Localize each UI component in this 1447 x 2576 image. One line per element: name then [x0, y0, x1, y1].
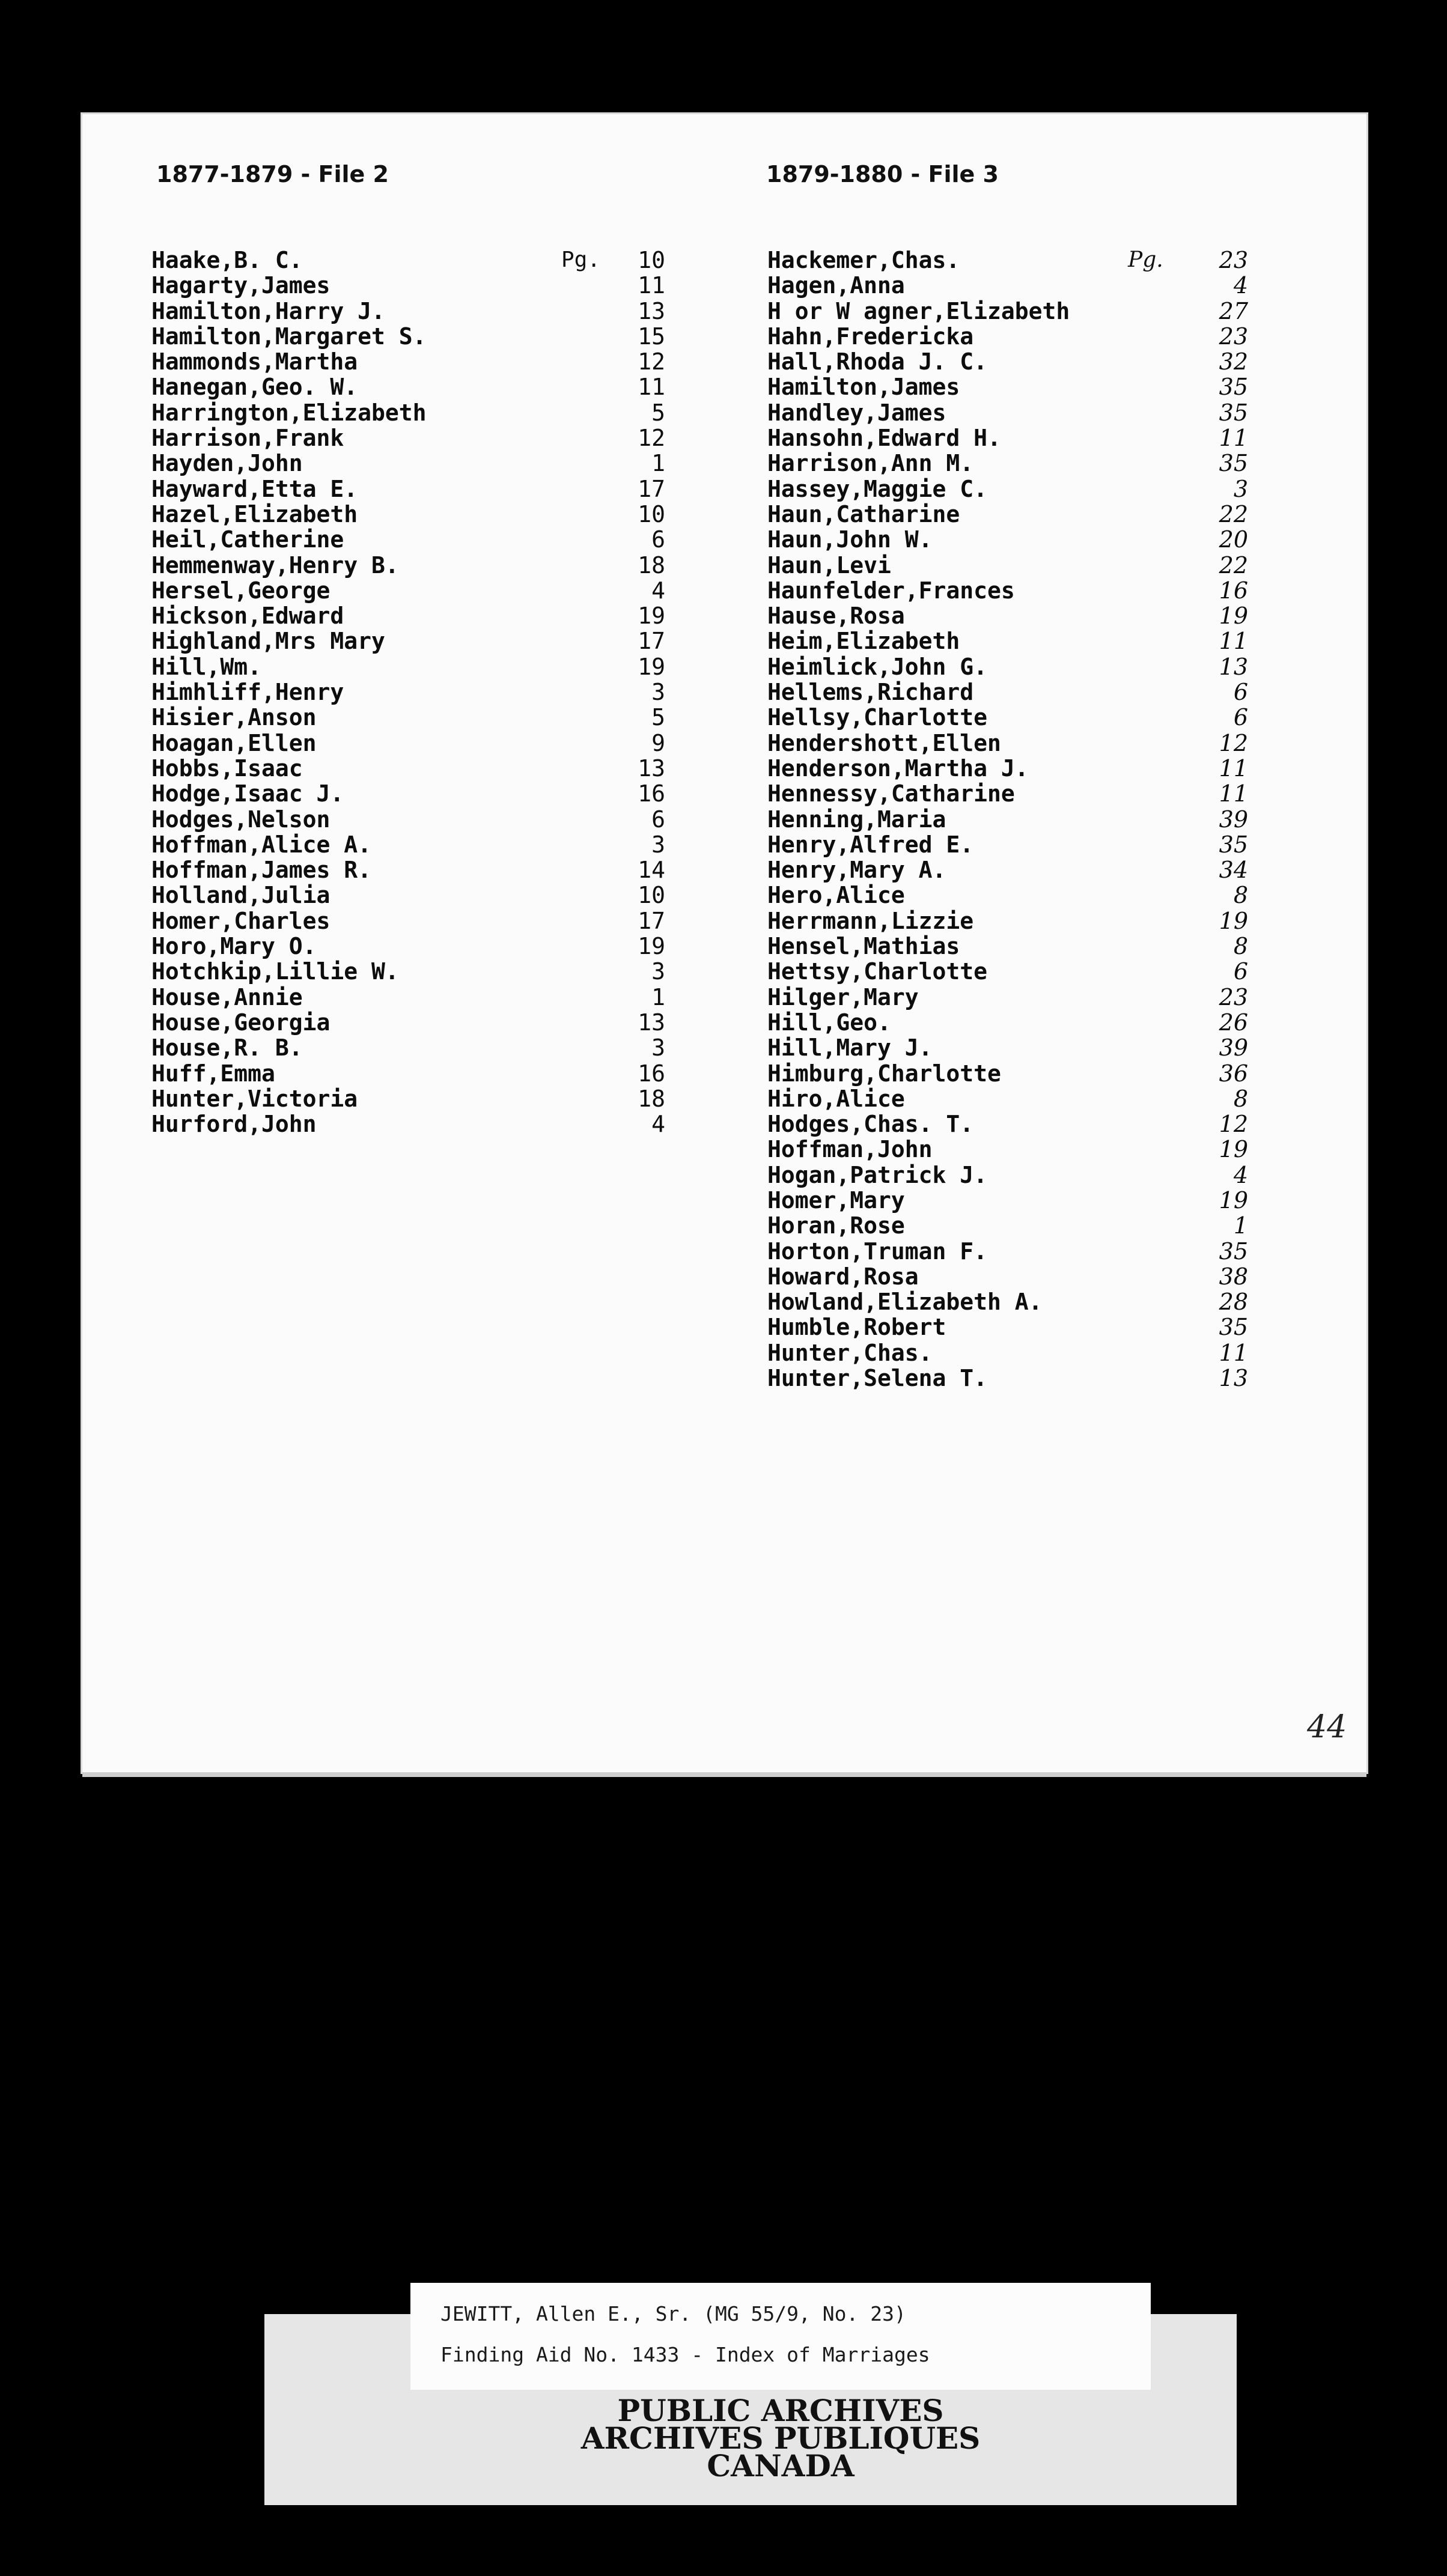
entry-name: Hansohn,Edward H. [767, 425, 1001, 452]
entry-name: Hill,Wm. [151, 653, 262, 680]
index-entry [151, 731, 680, 756]
entry-name: Hodges,Chas. T. [767, 1111, 974, 1138]
index-entry [767, 1238, 1248, 1265]
entry-page-number: 8 [1233, 1085, 1248, 1112]
entry-page-number: 17 [638, 907, 665, 934]
entry-page-number: 10 [638, 247, 665, 273]
entry-name: Haunfelder,Frances [767, 577, 1015, 604]
entry-name: Himhliff,Henry [151, 679, 344, 706]
entry-name: House,R. B. [151, 1034, 303, 1062]
entry-name: Horton,Truman F. [767, 1238, 988, 1265]
entry-page-number: 19 [1219, 907, 1248, 934]
index-entry [767, 831, 1248, 858]
entry-name: Horo,Mary O. [151, 933, 317, 960]
index-entry [151, 248, 680, 273]
entry-page-number: 13 [638, 1009, 665, 1036]
entry-page-number: 12 [638, 425, 665, 452]
entry-name: Hamilton,James [767, 374, 960, 401]
index-entry [151, 349, 680, 374]
entry-page-number: 16 [1219, 577, 1248, 604]
entry-page-number: 4 [651, 577, 665, 604]
entry-page-number: 38 [1219, 1263, 1248, 1290]
index-entry [151, 959, 680, 984]
index-entry [767, 1136, 1248, 1163]
finding-aid-line: Finding Aid No. 1433 - Index of Marriages [440, 2343, 930, 2366]
entry-page-number: 27 [1219, 297, 1248, 324]
entry-name: Humble,Robert [767, 1314, 946, 1341]
entry-name: Hensel,Mathias [767, 933, 960, 960]
index-entry [767, 679, 1248, 706]
index-entry [151, 1086, 680, 1111]
entry-name: Hodge,Isaac J. [151, 780, 344, 807]
entry-name: Hiro,Alice [767, 1085, 905, 1112]
right-index-column [767, 247, 1248, 1392]
entry-name: Himburg,Charlotte [767, 1060, 1001, 1087]
entry-page-number: 3 [651, 679, 665, 706]
entry-page-number: 19 [638, 933, 665, 960]
index-entry [767, 1339, 1248, 1366]
index-entry [767, 628, 1248, 655]
entry-page-number: 15 [638, 323, 665, 350]
entry-name: Hamilton,Harry J. [151, 297, 385, 324]
entry-page-number: 35 [1219, 831, 1248, 858]
index-entry [767, 704, 1248, 731]
entry-page-number: 22 [1219, 551, 1248, 579]
entry-page-number: 6 [1233, 679, 1248, 706]
entry-page-number: 3 [1233, 475, 1248, 502]
index-entry [767, 450, 1248, 477]
index-entry [151, 857, 680, 882]
index-entry [151, 756, 680, 781]
entry-name: Hotchkip,Lillie W. [151, 958, 399, 985]
entry-page-number: 11 [1219, 1339, 1248, 1366]
entry-name: Huff,Emma [151, 1060, 275, 1087]
entry-name: Hackemer,Chas. [767, 247, 960, 273]
entry-name: Handley,James [767, 399, 946, 426]
entry-page-number: 3 [651, 1034, 665, 1062]
index-entry [767, 247, 1248, 273]
entry-page-number: 17 [638, 628, 665, 655]
entry-name: Hassey,Maggie C. [767, 475, 988, 502]
entry-name: Hilger,Mary [767, 983, 919, 1010]
public-archives-stamp [410, 2393, 1151, 2483]
entry-name: Henry,Mary A. [767, 857, 946, 884]
index-entry [767, 374, 1248, 401]
entry-name: Heimlick,John G. [767, 653, 988, 680]
archive-reference-line: JEWITT, Allen E., Sr. (MG 55/9, No. 23) [440, 2302, 906, 2325]
entry-page-number: 26 [1219, 1009, 1248, 1036]
entry-name: Howland,Elizabeth A. [767, 1289, 1043, 1316]
index-entry [151, 1010, 680, 1035]
entry-name: Hendershott,Ellen [767, 729, 1001, 756]
entry-name: Hettsy,Charlotte [767, 958, 988, 985]
entry-name: Henderson,Martha J. [767, 755, 1029, 782]
entry-name: Harrison,Frank [151, 425, 344, 452]
entry-page-number: 8 [1233, 933, 1248, 960]
index-entry [151, 934, 680, 959]
entry-name: Hellems,Richard [767, 679, 974, 706]
entry-page-number: 32 [1219, 348, 1248, 375]
entry-page-number: 1 [651, 983, 665, 1010]
index-entry [767, 323, 1248, 350]
entry-name: Haake,B. C. [151, 247, 303, 273]
entry-name: House,Annie [151, 983, 303, 1010]
entry-name: Homer,Charles [151, 907, 331, 934]
entry-name: Hagarty,James [151, 272, 331, 299]
index-entry [767, 806, 1248, 833]
index-entry [767, 983, 1248, 1010]
entry-page-number: 23 [1219, 247, 1248, 273]
entry-name: Horan,Rose [767, 1212, 905, 1239]
entry-name: Hodges,Nelson [151, 806, 331, 833]
archive-label-card [410, 2283, 1151, 2390]
entry-name: Hunter,Chas. [767, 1339, 933, 1366]
entry-page-number: 12 [1219, 1111, 1248, 1138]
index-entry [767, 653, 1248, 680]
entry-page-number: 39 [1219, 1034, 1248, 1062]
entry-page-number: 35 [1219, 1238, 1248, 1265]
index-entry [767, 500, 1248, 527]
entry-name: Hoffman,Alice A. [151, 831, 372, 858]
entry-name: House,Georgia [151, 1009, 331, 1036]
entry-page-number: 9 [651, 729, 665, 756]
index-entry [767, 755, 1248, 782]
index-entry [767, 1085, 1248, 1112]
entry-page-number: 11 [1219, 425, 1248, 452]
index-entry [151, 603, 680, 628]
entry-name: Hayward,Etta E. [151, 475, 358, 502]
entry-name: Hoffman,James R. [151, 857, 372, 884]
page-edge [82, 1772, 1366, 1777]
entry-page-number: 11 [1219, 780, 1248, 807]
index-entry [151, 985, 680, 1010]
entry-page-number: 6 [651, 806, 665, 833]
folio-number: 44 [1307, 1709, 1347, 1745]
entry-page-number: 23 [1219, 323, 1248, 350]
entry-name: Hemmenway,Henry B. [151, 551, 399, 579]
index-entry [151, 374, 680, 399]
page-label: Pg. [561, 248, 601, 272]
index-entry [767, 603, 1248, 630]
index-entry [767, 1111, 1248, 1138]
entry-name: Hanegan,Geo. W. [151, 374, 358, 401]
entry-page-number: 1 [1233, 1212, 1248, 1239]
entry-name: Hoagan,Ellen [151, 729, 317, 756]
index-entry [767, 475, 1248, 502]
index-entry [767, 1314, 1248, 1341]
entry-page-number: 19 [1219, 603, 1248, 630]
entry-name: Harrington,Elizabeth [151, 399, 427, 426]
entry-page-number: 19 [1219, 1136, 1248, 1163]
index-entry [767, 1212, 1248, 1239]
entry-name: Herrmann,Lizzie [767, 907, 974, 934]
index-entry [767, 857, 1248, 884]
index-entry [767, 551, 1248, 579]
index-entry [151, 628, 680, 654]
entry-name: Hellsy,Charlotte [767, 704, 988, 731]
entry-page-number: 1 [651, 450, 665, 477]
entry-name: Hogan,Patrick J. [767, 1161, 988, 1188]
entry-name: Homer,Mary [767, 1186, 905, 1214]
index-entry [151, 1061, 680, 1086]
entry-name: Hayden,John [151, 450, 303, 477]
entry-page-number: 13 [638, 297, 665, 324]
entry-page-number: 18 [638, 1085, 665, 1112]
entry-name: Hisier,Anson [151, 704, 317, 731]
index-entry [151, 807, 680, 832]
entry-name: Hahn,Fredericka [767, 323, 974, 350]
index-entry [151, 476, 680, 502]
entry-page-number: 11 [1219, 755, 1248, 782]
entry-name: Haun,Catharine [767, 500, 960, 527]
index-entry [767, 272, 1248, 299]
index-entry [767, 526, 1248, 553]
entry-name: Hall,Rhoda J. C. [767, 348, 988, 375]
index-entry [151, 908, 680, 934]
index-entry [767, 780, 1248, 807]
entry-name: Howard,Rosa [767, 1263, 919, 1290]
entry-name: Highland,Mrs Mary [151, 628, 385, 655]
index-entry [151, 527, 680, 552]
entry-page-number: 11 [638, 374, 665, 401]
index-entry [151, 705, 680, 730]
entry-page-number: 19 [1219, 1186, 1248, 1214]
entry-name: Hill,Geo. [767, 1009, 891, 1036]
index-entry [151, 553, 680, 578]
entry-page-number: 8 [1233, 882, 1248, 909]
left-index-column [151, 248, 680, 1137]
entry-name: Hunter,Victoria [151, 1085, 358, 1112]
index-entry [151, 273, 680, 298]
entry-page-number: 13 [1219, 1365, 1248, 1392]
entry-page-number: 36 [1219, 1060, 1248, 1087]
index-entry [767, 1365, 1248, 1392]
index-entry [767, 1034, 1248, 1062]
entry-page-number: 6 [651, 526, 665, 553]
entry-page-number: 11 [1219, 628, 1248, 655]
entry-page-number: 35 [1219, 374, 1248, 401]
index-entry [767, 1009, 1248, 1036]
entry-page-number: 3 [651, 958, 665, 985]
index-entry [767, 1263, 1248, 1290]
entry-page-number: 12 [638, 348, 665, 375]
entry-page-number: 35 [1219, 450, 1248, 477]
entry-page-number: 19 [638, 653, 665, 680]
index-entry [767, 729, 1248, 756]
entry-page-number: 11 [638, 272, 665, 299]
entry-page-number: 22 [1219, 500, 1248, 527]
entry-page-number: 19 [638, 603, 665, 630]
entry-page-number: 5 [651, 704, 665, 731]
index-entry [151, 502, 680, 527]
entry-name: Hurford,John [151, 1111, 317, 1138]
entry-page-number: 34 [1219, 857, 1248, 884]
entry-name: Hagen,Anna [767, 272, 905, 299]
entry-page-number: 4 [1233, 1161, 1248, 1188]
entry-name: Hill,Mary J. [767, 1034, 933, 1062]
entry-name: Hoffman,John [767, 1136, 933, 1163]
stamp-line: CANADA [707, 2448, 854, 2483]
entry-page-number: 4 [651, 1111, 665, 1138]
index-entry [767, 1186, 1248, 1214]
index-entry [151, 832, 680, 857]
entry-name: Heim,Elizabeth [767, 628, 960, 655]
index-entry [151, 578, 680, 603]
entry-page-number: 39 [1219, 806, 1248, 833]
entry-name: Hobbs,Isaac [151, 755, 303, 782]
left-column-title: 1877-1879 - File 2 [156, 161, 389, 187]
entry-name: Hamilton,Margaret S. [151, 323, 427, 350]
right-column-title: 1879-1880 - File 3 [766, 161, 999, 187]
entry-page-number: 35 [1219, 399, 1248, 426]
index-entry [151, 425, 680, 451]
index-entry [767, 297, 1248, 324]
index-entry [151, 781, 680, 806]
entry-name: Hammonds,Martha [151, 348, 358, 375]
entry-name: Henning,Maria [767, 806, 946, 833]
index-entry [767, 1161, 1248, 1188]
index-entry [151, 679, 680, 705]
entry-name: Holland,Julia [151, 882, 331, 909]
entry-page-number: 16 [638, 780, 665, 807]
entry-name: Haun,Levi [767, 551, 891, 579]
entry-page-number: 10 [638, 882, 665, 909]
entry-name: Hunter,Selena T. [767, 1365, 988, 1392]
index-entry [767, 907, 1248, 934]
index-entry [767, 1060, 1248, 1087]
entry-name: Hennessy,Catharine [767, 780, 1015, 807]
entry-page-number: 10 [638, 500, 665, 527]
index-entry [767, 348, 1248, 375]
page-label: Pg. [1128, 248, 1163, 272]
stamp-line: ARCHIVES PUBLIQUES [580, 2420, 981, 2456]
entry-name: Hickson,Edward [151, 603, 344, 630]
entry-page-number: 35 [1219, 1314, 1248, 1341]
index-entry [151, 1111, 680, 1137]
entry-name: Henry,Alfred E. [767, 831, 974, 858]
entry-page-number: 6 [1233, 704, 1248, 731]
entry-page-number: 13 [1219, 653, 1248, 680]
entry-page-number: 5 [651, 399, 665, 426]
entry-page-number: 12 [1219, 729, 1248, 756]
entry-name: Hero,Alice [767, 882, 905, 909]
entry-name: Hersel,George [151, 577, 331, 604]
index-entry [767, 882, 1248, 909]
index-entry [767, 1289, 1248, 1316]
index-entry [151, 654, 680, 679]
index-entry [151, 451, 680, 476]
index-entry [767, 958, 1248, 985]
entry-name: Harrison,Ann M. [767, 450, 974, 477]
entry-page-number: 14 [638, 857, 665, 884]
entry-name: H or W agner,Elizabeth [767, 297, 1070, 324]
index-entry [767, 577, 1248, 604]
entry-name: Hause,Rosa [767, 603, 905, 630]
entry-page-number: 6 [1233, 958, 1248, 985]
entry-page-number: 3 [651, 831, 665, 858]
index-entry [151, 882, 680, 908]
stamp-line: PUBLIC ARCHIVES [617, 2393, 944, 2428]
entry-name: Hazel,Elizabeth [151, 500, 358, 527]
entry-page-number: 18 [638, 551, 665, 579]
entry-page-number: 16 [638, 1060, 665, 1087]
entry-page-number: 4 [1233, 272, 1248, 299]
entry-page-number: 23 [1219, 983, 1248, 1010]
entry-page-number: 13 [638, 755, 665, 782]
index-entry [767, 425, 1248, 452]
index-entry [151, 299, 680, 324]
index-entry [767, 399, 1248, 426]
index-entry [151, 1035, 680, 1060]
entry-page-number: 20 [1219, 526, 1248, 553]
index-entry [151, 400, 680, 425]
entry-page-number: 28 [1219, 1289, 1248, 1316]
index-entry [151, 324, 680, 349]
entry-name: Heil,Catherine [151, 526, 344, 553]
index-entry [767, 933, 1248, 960]
entry-page-number: 17 [638, 475, 665, 502]
entry-name: Haun,John W. [767, 526, 933, 553]
